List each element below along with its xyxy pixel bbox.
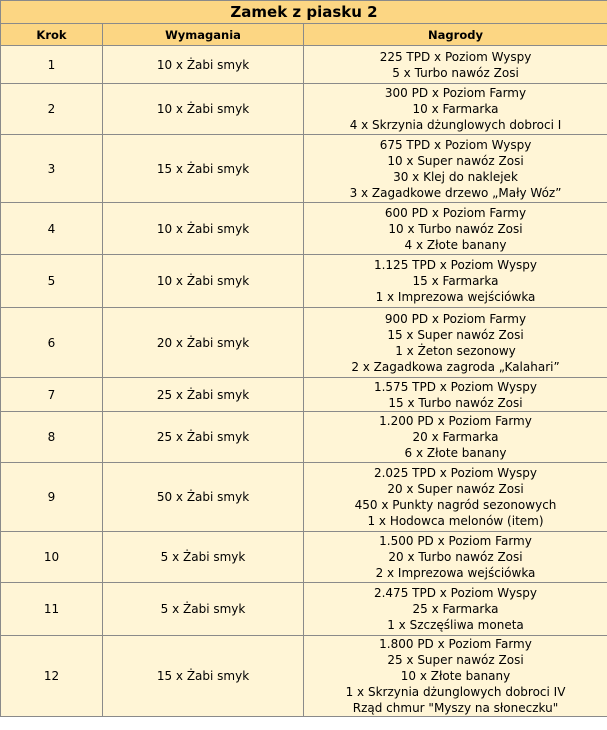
reward-line: 1 x Hodowca melonów (item) (367, 514, 544, 528)
reward-line: 1.800 PD x Poziom Farmy (379, 637, 532, 651)
requirement-cell: 5 x Żabi smyk (103, 583, 304, 636)
reward-line: 4 x Złote banany (404, 237, 507, 252)
reward-line: 25 x Super nawóz Zosi (387, 653, 524, 667)
step-cell: 2 (1, 84, 103, 135)
step-cell: 1 (1, 46, 103, 84)
reward-line: 3 x Zagadkowe drzewo „Mały Wóz” (349, 185, 562, 200)
requirement-cell: 10 x Żabi smyk (103, 46, 304, 84)
reward-line: 1.200 PD x Poziom Farmy (379, 414, 532, 428)
rewards-cell (304, 203, 607, 255)
table-row (1, 412, 607, 463)
table-row (1, 255, 607, 308)
table-row (1, 308, 607, 378)
reward-line: 30 x Klej do naklejek (393, 169, 518, 184)
reward-line: 225 TPD x Poziom Wyspy (379, 49, 532, 64)
table-row (1, 378, 607, 412)
rewards-cell (304, 532, 607, 583)
rewards-cell (304, 46, 607, 84)
step-cell: 6 (1, 308, 103, 378)
header-rewards: Nagrody (304, 24, 607, 46)
reward-line: 5 x Turbo nawóz Zosi (392, 65, 519, 80)
step-cell: 7 (1, 378, 103, 412)
reward-line: 2.025 TPD x Poziom Wyspy (373, 466, 538, 480)
reward-line: 1.500 PD x Poziom Farmy (379, 534, 532, 548)
table-row (1, 203, 607, 255)
reward-line: 1.125 TPD x Poziom Wyspy (373, 258, 538, 272)
step-cell: 3 (1, 135, 103, 203)
requirement-cell: 20 x Żabi smyk (103, 308, 304, 378)
reward-line: 1.575 TPD x Poziom Wyspy (373, 379, 538, 394)
requirement-cell: 5 x Żabi smyk (103, 532, 304, 583)
reward-line: 1 x Żeton sezonowy (395, 343, 516, 358)
reward-line: 20 x Turbo nawóz Zosi (388, 550, 523, 564)
table-title: Zamek z piasku 2 (1, 1, 607, 24)
requirement-cell: 25 x Żabi smyk (103, 378, 304, 412)
requirement-cell: 50 x Żabi smyk (103, 463, 304, 532)
rewards-cell (304, 583, 607, 636)
step-cell: 10 (1, 532, 103, 583)
rewards-cell (304, 135, 607, 203)
reward-line: 900 PD x Poziom Farmy (384, 311, 527, 326)
step-cell: 9 (1, 463, 103, 532)
reward-line: 10 x Turbo nawóz Zosi (388, 221, 523, 236)
step-cell: 4 (1, 203, 103, 255)
reward-line: 15 x Turbo nawóz Zosi (388, 395, 523, 410)
rewards-cell (304, 636, 607, 717)
step-cell: 5 (1, 255, 103, 308)
title-row (1, 1, 607, 24)
rewards-cell (304, 255, 607, 308)
requirement-cell: 15 x Żabi smyk (103, 135, 304, 203)
reward-line: 1 x Imprezowa wejściówka (375, 290, 536, 304)
requirement-cell: 10 x Żabi smyk (103, 255, 304, 308)
table-row (1, 463, 607, 532)
reward-line: 675 TPD x Poziom Wyspy (379, 137, 532, 152)
reward-line: 20 x Super nawóz Zosi (387, 482, 524, 496)
reward-line: 2.475 TPD x Poziom Wyspy (373, 586, 538, 600)
reward-line: 2 x Imprezowa wejściówka (375, 566, 536, 580)
reward-line: 6 x Złote banany (404, 446, 507, 460)
reward-line: 1 x Skrzynia dżunglowych dobroci IV (345, 685, 566, 699)
reward-line: 2 x Zagadkowa zagroda „Kalahari” (351, 359, 560, 374)
table-row (1, 84, 607, 135)
reward-line: 450 x Punkty nagród sezonowych (354, 498, 557, 512)
table-row (1, 532, 607, 583)
requirement-cell: 25 x Żabi smyk (103, 412, 304, 463)
rewards-cell (304, 463, 607, 532)
rewards-cell (304, 84, 607, 135)
reward-line: 15 x Farmarka (412, 274, 499, 288)
reward-line: 1 x Szczęśliwa moneta (387, 618, 524, 632)
header-row (1, 24, 607, 46)
reward-line: 10 x Super nawóz Zosi (387, 153, 524, 168)
reward-line: 10 x Złote banany (400, 669, 511, 683)
requirement-cell: 10 x Żabi smyk (103, 203, 304, 255)
reward-line: 15 x Super nawóz Zosi (387, 327, 524, 342)
reward-line: 20 x Farmarka (412, 430, 499, 444)
reward-line: 600 PD x Poziom Farmy (384, 205, 527, 220)
header-requirements: Wymagania (103, 24, 304, 46)
reward-line: 25 x Farmarka (412, 602, 499, 616)
header-step: Krok (1, 24, 103, 46)
rewards-cell (304, 308, 607, 378)
table-body (1, 46, 607, 717)
rewards-cell (304, 378, 607, 412)
step-cell: 8 (1, 412, 103, 463)
step-cell: 12 (1, 636, 103, 717)
reward-line: 10 x Farmarka (412, 102, 499, 116)
reward-line: Rząd chmur "Myszy na słoneczku" (352, 701, 559, 715)
requirement-cell: 15 x Żabi smyk (103, 636, 304, 717)
step-cell: 11 (1, 583, 103, 636)
table-row (1, 46, 607, 84)
requirement-cell: 10 x Żabi smyk (103, 84, 304, 135)
table-row (1, 636, 607, 717)
table-row (1, 583, 607, 636)
reward-line: 4 x Skrzynia dżunglowych dobroci I (349, 118, 562, 132)
reward-line: 300 PD x Poziom Farmy (384, 86, 527, 100)
table-row (1, 135, 607, 203)
rewards-cell (304, 412, 607, 463)
